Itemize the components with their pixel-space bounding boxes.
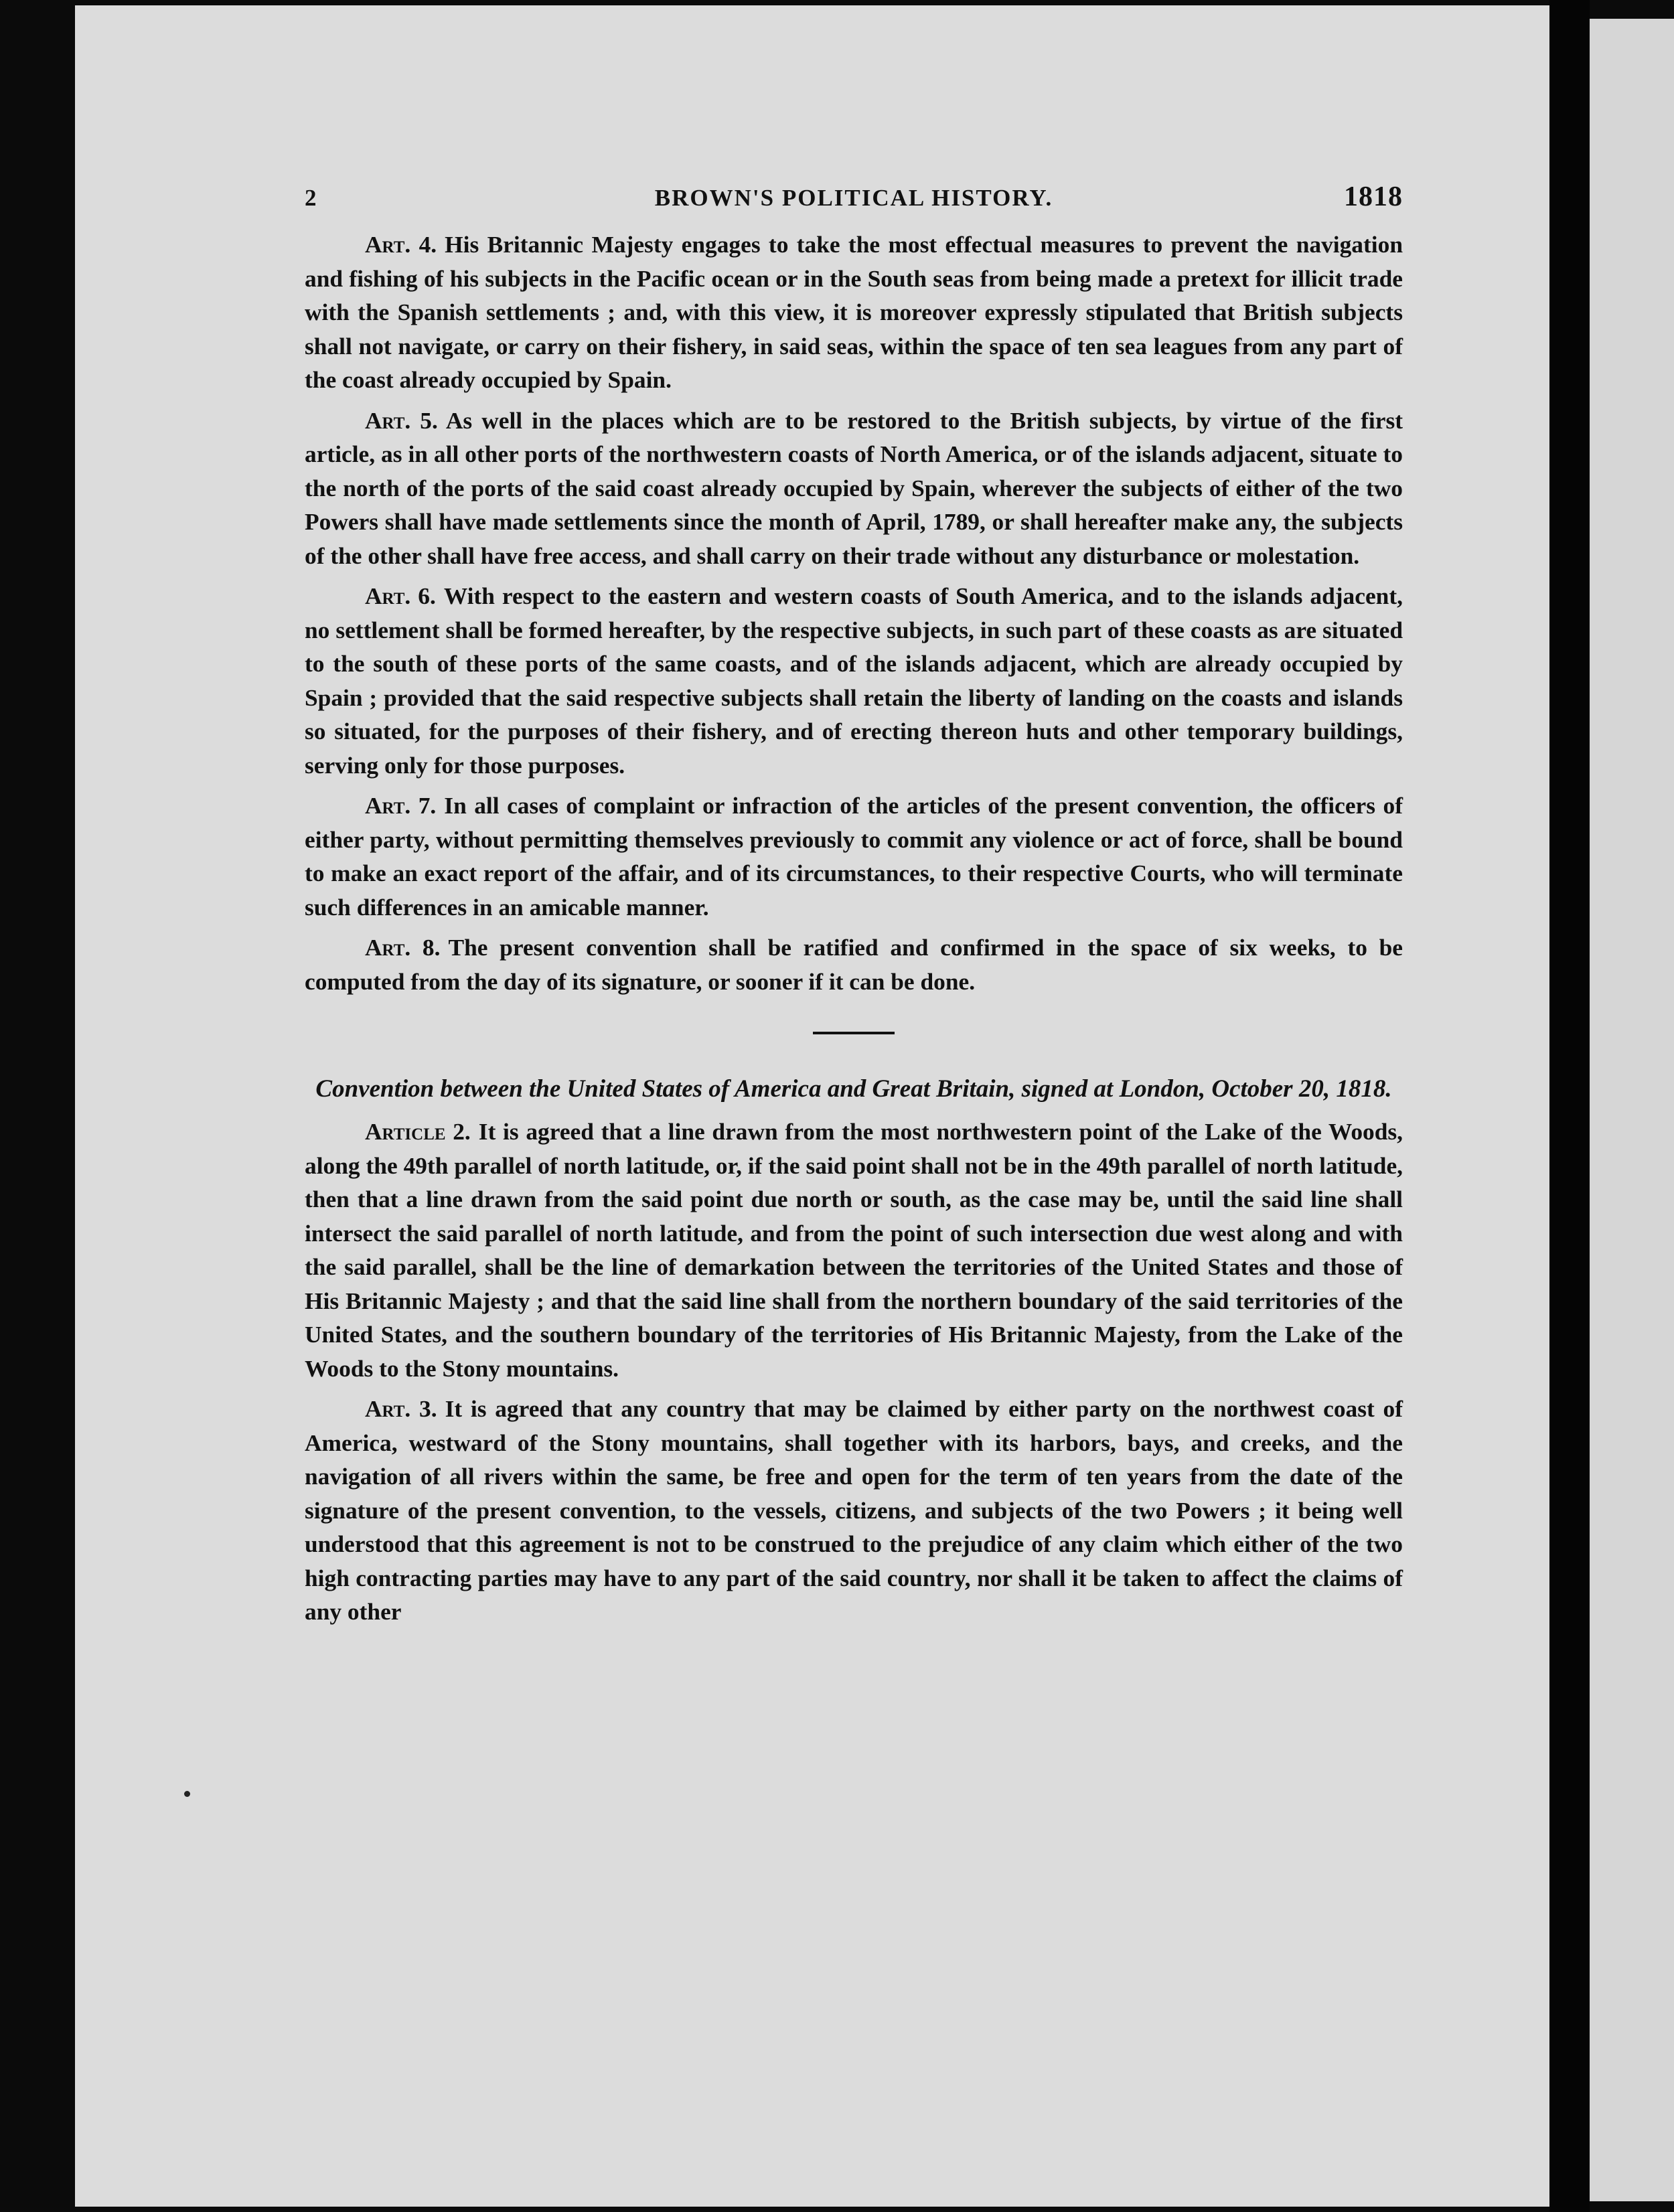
article-text: With respect to the eastern and western coasts of South America, and to the islands adjacent, no settlement shall be formed hereafter, by the respective subjects, in such part of these coasts as are situated to the south of these ports of the same coasts, and of the islands adjacent, which are already occupied by Spain ; provided that the said respective subjects shall retain the liberty of landing on the coasts and islands so situated, for the purposes of their fishery, and of erecting thereon huts and other temporary buildings, serving only for those purposes. [305,582,1403,779]
page-number: 2 [305,185,317,211]
running-year: 1818 [1344,181,1403,212]
article-label: Art. 6. [365,582,436,609]
article-paragraph [305,404,1403,573]
page-content [305,181,1403,1636]
running-title: BROWN'S POLITICAL HISTORY. [654,185,1053,211]
section-divider [813,1032,895,1034]
article-paragraph [305,1392,1403,1629]
article-paragraph [305,579,1403,782]
article-label: Art. 8. [365,934,441,961]
article-label: Art. 5. [365,406,438,434]
facing-page-edge [1590,19,1674,2201]
book-spine [1549,0,1590,2212]
running-head [305,181,1403,228]
article-label: Art. 3. [365,1395,437,1422]
article-text: In all cases of complaint or infraction of the articles of the present convention, the officers of either party, without permitting themselves previously to commit any violence or act of force, shall be bound to make an exact report of the affair, and of its circumstances, to their respective Courts, who will terminate such differences in an amicable manner. [305,792,1403,921]
article-text: It is agreed that a line drawn from the most northwestern point of the Lake of the Woods, along the 49th parallel of north latitude, or, if the said point shall not be in the 49th parallel of north latitude, then that a line drawn from the said point due north or south, as the case may be, until the said line shall intersect the said parallel of north latitude, and from the point of such intersection due west along and with the said parallel, shall be the line of demarkation between the territories of the United States and those of His Britannic Majesty ; and that the said line shall from the northern boundary of the said territories of the United States, and the southern boundary of the territories of His Britannic Majesty, from the Lake of the Woods to the Stony mountains. [305,1118,1403,1382]
article-paragraph [305,789,1403,924]
stray-mark [184,1791,190,1797]
article-text: It is agreed that any country that may be claimed by either party on the northwest coast of America, westward of the Stony mountains, shall together with its harbors, bays, and creeks, and the navigation of all rivers within the same, be free and open for the term of ten years from the date of the signature of the present convention, to the vessels, citizens, and subjects of the two Powers ; it being well understood that this agreement is not to be construed to the prejudice of any claim which either of the two high contracting parties may have to any part of the said country, nor shall it be taken to affect the claims of any other [305,1395,1403,1625]
article-text: His Britannic Majesty engages to take the most effectual measures to prevent the navigation and fishing of his subjects in the Pacific ocean or in the South seas from being made a pretext for illicit trade with the Spanish settlements ; and, with this view, it is moreover expressly stipulated that British subjects shall not navigate, or carry on their fishery, in said seas, within the space of ten sea leagues from any part of the coast already occupied by Spain. [305,231,1403,393]
article-label: Article 2. [365,1118,471,1145]
article-label: Art. 4. [365,231,437,258]
article-text: As well in the places which are to be restored to the British subjects, by virtue of the first article, as in all other ports of the northwestern coasts of North America, or of the islands adjacent, situate to the north of the ports of the said coast already occupied by Spain, wherever the subjects of either of the two Powers shall have made settlements since the month of April, 1789, or shall hereafter make any, the subjects of the other shall have free access, and shall carry on their trade without any disturbance or molestation. [305,406,1403,569]
article-label: Art. 7. [365,792,437,819]
article-paragraph [305,228,1403,397]
article-paragraph [305,1115,1403,1385]
article-paragraph [305,931,1403,998]
article-text: The present convention shall be ratified and confirmed in the space of six weeks, to be computed from the day of its signature, or sooner if it can be done. [305,934,1403,995]
convention-heading: Convention between the United States of America and Great Britain, signed at London, October 20, 1818. [315,1075,1392,1103]
